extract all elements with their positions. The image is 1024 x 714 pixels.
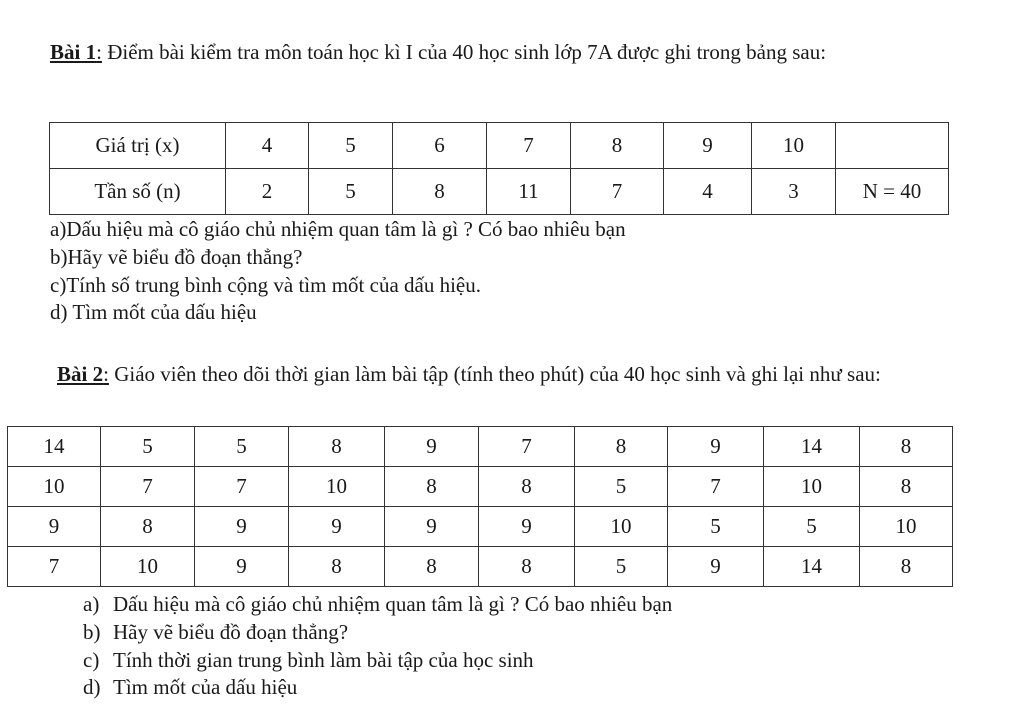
bai2-cell: 8 bbox=[575, 427, 668, 467]
bai1-intro bbox=[50, 36, 990, 68]
bai2-cell: 9 bbox=[195, 547, 289, 587]
bai2-cell: 14 bbox=[764, 547, 860, 587]
bai2-cell: 9 bbox=[195, 507, 289, 547]
bai1-cell: 8 bbox=[393, 169, 487, 215]
bai2-question-text: Hãy vẽ biểu đồ đoạn thẳng? bbox=[113, 619, 349, 644]
bai1-question: c)Tính số trung bình cộng và tìm mốt của dấu hiệu. bbox=[50, 272, 481, 297]
bai2-cell: 8 bbox=[289, 427, 385, 467]
bai2-data-table bbox=[7, 426, 953, 587]
bai2-cell: 5 bbox=[764, 507, 860, 547]
bai1-question: a)Dấu hiệu mà cô giáo chủ nhiệm quan tâm là gì ? Có bao nhiêu bạn bbox=[50, 217, 626, 241]
bai1-question: b)Hãy vẽ biểu đồ đoạn thẳng? bbox=[50, 244, 303, 269]
bai2-intro bbox=[50, 358, 990, 390]
bai2-cell: 14 bbox=[764, 427, 860, 467]
bai2-intro-text: Giáo viên theo dõi thời gian làm bài tập (tính theo phút) của 40 học sinh và ghi lại như sau: bbox=[108, 362, 881, 386]
bai2-cell: 10 bbox=[8, 467, 101, 507]
bai2-cell: 10 bbox=[575, 507, 668, 547]
bai1-cell bbox=[836, 123, 949, 169]
bai2-cell: 5 bbox=[575, 467, 668, 507]
bai2-cell: 7 bbox=[479, 427, 575, 467]
bai2-cell: 5 bbox=[101, 427, 195, 467]
bai2-cell: 9 bbox=[8, 507, 101, 547]
bai2-cell: 10 bbox=[289, 467, 385, 507]
bai1-cell: 11 bbox=[487, 169, 571, 215]
bai1-row-frequency bbox=[50, 169, 949, 215]
bai2-row bbox=[8, 467, 953, 507]
bai2-question-text: Tính thời gian trung bình làm bài tập của học sinh bbox=[113, 647, 534, 672]
bai2-question-text: Dấu hiệu mà cô giáo chủ nhiệm quan tâm là gì ? Có bao nhiêu bạn bbox=[113, 592, 673, 616]
bai1-row-values bbox=[50, 123, 949, 169]
bai2-cell: 10 bbox=[101, 547, 195, 587]
bai2-question-label: d) bbox=[83, 675, 101, 700]
bai2-cell: 7 bbox=[195, 467, 289, 507]
bai2-question bbox=[83, 647, 672, 675]
bai1-cell: 3 bbox=[752, 169, 836, 215]
bai1-questions bbox=[50, 216, 626, 327]
bai2-cell: 9 bbox=[385, 427, 479, 467]
bai1-intro-text: Điểm bài kiểm tra môn toán học kì I của 40 học sinh lớp 7A được ghi trong bảng sau: bbox=[101, 40, 827, 64]
bai1-cell: 8 bbox=[571, 123, 664, 169]
bai2-row bbox=[8, 507, 953, 547]
bai2-cell: 7 bbox=[101, 467, 195, 507]
bai1-cell: 9 bbox=[664, 123, 752, 169]
bai1-cell: 7 bbox=[487, 123, 571, 169]
bai2-cell: 8 bbox=[860, 427, 953, 467]
bai2-cell: 10 bbox=[764, 467, 860, 507]
bai1-cell: 2 bbox=[226, 169, 309, 215]
bai1-title: Bài 1 bbox=[50, 40, 97, 64]
bai2-questions bbox=[83, 591, 672, 702]
bai2-cell: 9 bbox=[385, 507, 479, 547]
bai1-cell: 5 bbox=[309, 123, 393, 169]
bai2-cell: 10 bbox=[860, 507, 953, 547]
bai2-cell: 5 bbox=[195, 427, 289, 467]
bai2-cell: 8 bbox=[385, 467, 479, 507]
bai1-frequency-table bbox=[49, 122, 949, 215]
bai1-cell: 10 bbox=[752, 123, 836, 169]
bai2-cell: 9 bbox=[668, 547, 764, 587]
bai2-cell: 9 bbox=[289, 507, 385, 547]
bai2-cell: 8 bbox=[289, 547, 385, 587]
bai2-question bbox=[83, 619, 672, 647]
bai2-cell: 8 bbox=[385, 547, 479, 587]
bai2-row bbox=[8, 427, 953, 467]
bai2-cell: 5 bbox=[668, 507, 764, 547]
bai1-cell: 4 bbox=[664, 169, 752, 215]
bai1-question: d) Tìm mốt của dấu hiệu bbox=[50, 300, 257, 325]
bai2-question-label: b) bbox=[83, 619, 101, 644]
bai1-cell: N = 40 bbox=[836, 169, 949, 215]
bai2-cell: 8 bbox=[479, 547, 575, 587]
bai2-question-label: c) bbox=[83, 647, 100, 672]
bai2-question bbox=[83, 674, 672, 702]
bai2-cell: 9 bbox=[479, 507, 575, 547]
bai2-cell: 9 bbox=[668, 427, 764, 467]
bai2-cell: 8 bbox=[860, 547, 953, 587]
bai2-cell: 7 bbox=[668, 467, 764, 507]
bai2-cell: 8 bbox=[101, 507, 195, 547]
bai2-cell: 14 bbox=[8, 427, 101, 467]
bai2-question-label: a) bbox=[83, 592, 100, 616]
bai2-row bbox=[8, 547, 953, 587]
bai1-cell: 5 bbox=[309, 169, 393, 215]
bai2-cell: 8 bbox=[860, 467, 953, 507]
bai2-question bbox=[83, 591, 672, 619]
bai1-cell: Tần số (n) bbox=[50, 169, 226, 215]
bai2-title: Bài 2 bbox=[57, 362, 104, 386]
bai2-question-text: Tìm mốt của dấu hiệu bbox=[113, 675, 298, 700]
bai1-cell: 7 bbox=[571, 169, 664, 215]
bai1-cell: 4 bbox=[226, 123, 309, 169]
bai1-cell: Giá trị (x) bbox=[50, 123, 226, 169]
bai2-cell: 5 bbox=[575, 547, 668, 587]
bai2-cell: 7 bbox=[8, 547, 101, 587]
bai1-title-colon: : bbox=[96, 40, 102, 64]
bai2-cell: 8 bbox=[479, 467, 575, 507]
bai2-title-colon: : bbox=[103, 362, 109, 386]
bai1-cell: 6 bbox=[393, 123, 487, 169]
